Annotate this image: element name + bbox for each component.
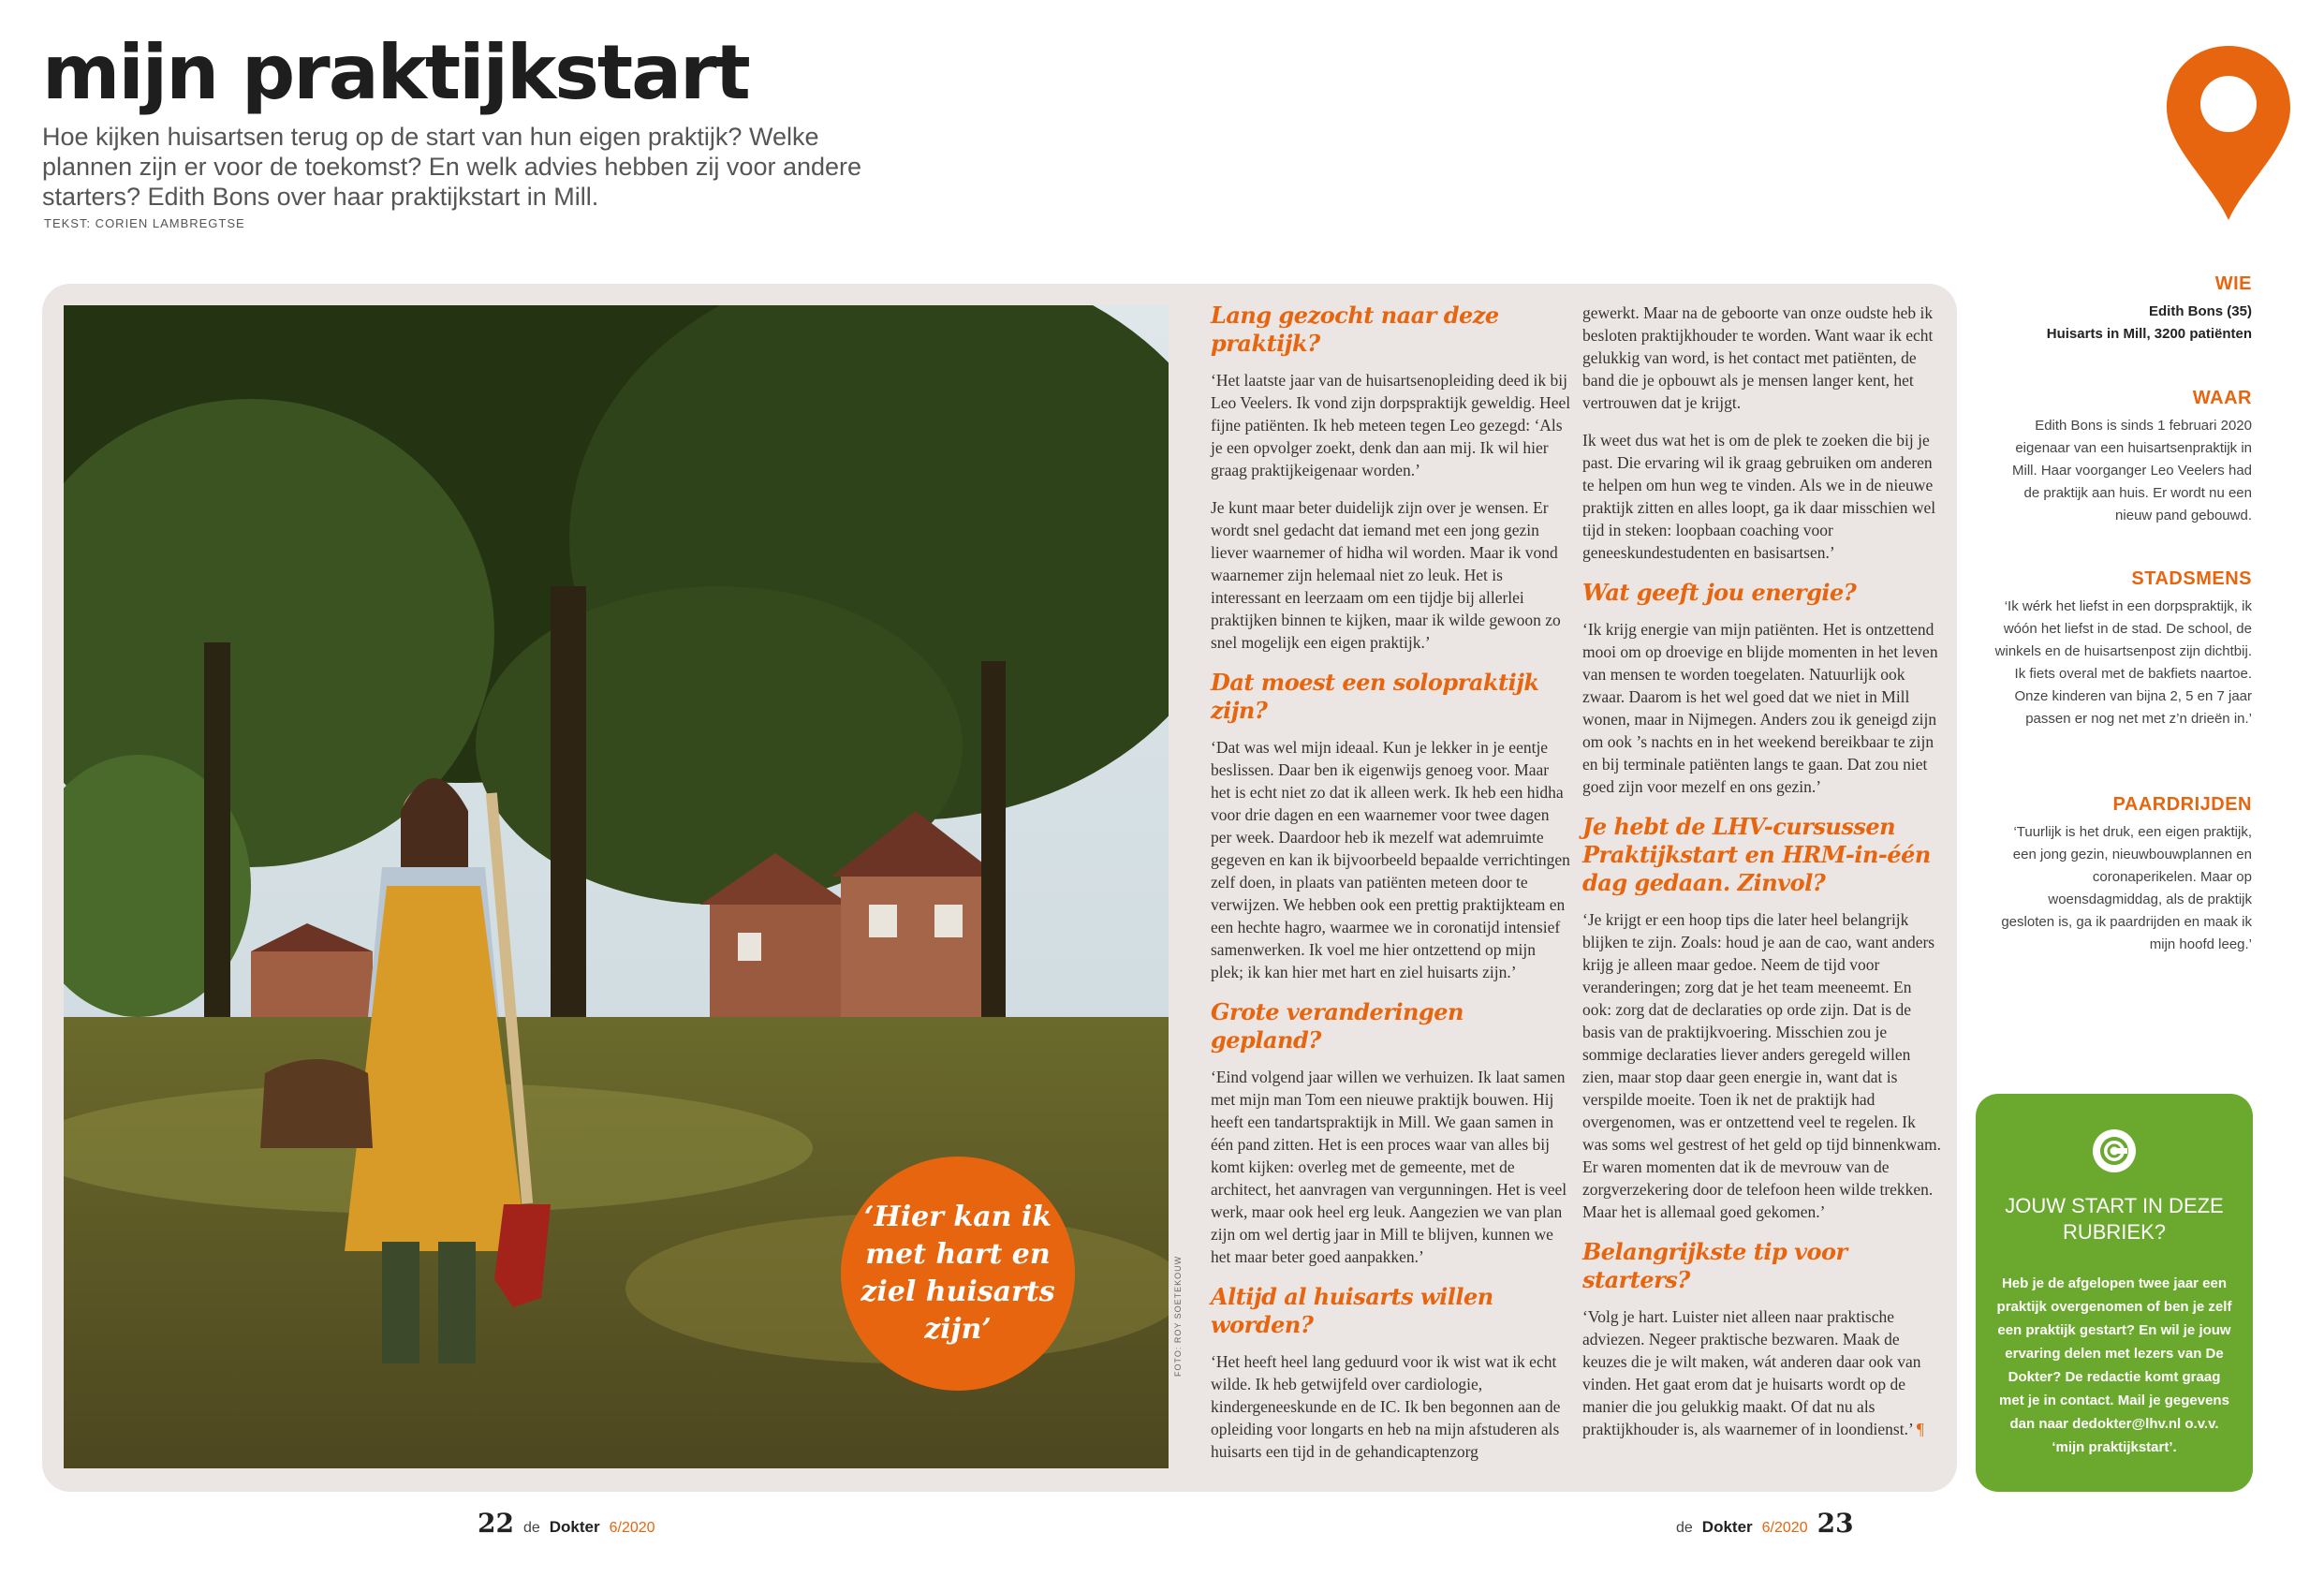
question-heading: Belangrijkste tip voor starters? (1582, 1238, 1847, 1293)
sidebar-heading: PAARDRIJDEN (2112, 794, 2252, 815)
article-column-2 (1582, 302, 1943, 1455)
magazine-issue: 6/2020 (1761, 1520, 1808, 1536)
magazine-prefix: de (522, 1520, 540, 1536)
person-role: Huisarts in Mill, 3200 patiënten (2046, 326, 2252, 342)
magazine-issue: 6/2020 (609, 1520, 655, 1536)
question-heading: Je hebt de LHV-cursussen Praktijkstart en HRM-in-één dag gedaan. Zinvol? (1582, 813, 1931, 896)
lhv-logo-icon (2093, 1129, 2136, 1172)
intro-text: Hoe kijken huisartsen terug op de start van hun eigen praktijk? Welke plannen zijn er voor de toekomst? En welk advies hebben zij voor andere starters? Edith Bons over haar praktijkstart in Mill. (42, 123, 862, 211)
sidebar-heading: STADSMENS (2131, 568, 2252, 589)
answer-paragraph: Je kunt maar beter duidelijk zijn over je wensen. Er wordt snel gedacht dat iemand met een jong gezin liever waarnemer of hidha wil worden. Maar ik vond waarnemer zijn helemaal niet zo leuk. Het is interessant en leerzaam om een tijdje bij allerlei praktijken binnen te kijken, maar ik wilde gewoon zo snel mogelijk een eigen praktijk.’ (1211, 498, 1561, 652)
sidebar-wie (1994, 273, 2252, 346)
magazine-prefix: de (1676, 1520, 1693, 1536)
magazine-name: Dokter (1701, 1518, 1753, 1536)
page-number-left: 22 (478, 1508, 514, 1539)
author-credit: TEKST: CORIEN LAMBREGTSE (44, 216, 245, 230)
sidebar-text: ‘Ik wérk het liefst in een dorpspraktijk, ik wóón het liefst in de stad. De school, de winkels en de huisartsenpost zijn dichtbij. Ik fiets overal met de bakfiets naartoe. Onze kinderen van bijna 2, 5 en 7 jaar passen er nog net met z’n drieën in.’ (1994, 598, 2252, 727)
pull-quote-text: ‘Hier kan ik met hart en ziel huisarts zijn’ (860, 1201, 1055, 1346)
question-heading: Altijd al huisarts willen worden? (1211, 1283, 1493, 1338)
answer-paragraph: ‘Het laatste jaar van de huisartsenopleiding deed ik bij Leo Veelers. Ik vond zijn dorpspraktijk geweldig. Heel fijne patiënten. Ik heb meteen tegen Leo gezegd: ‘Als je een opvolger zoekt, denk dan aan mij. Ik wil hier graag praktijkeigenaar worden.’ (1211, 371, 1571, 479)
answer-paragraph: ‘Het heeft heel lang geduurd voor ik wist wat ik echt wilde. Ik heb getwijfeld over cardiologie, kindergeneeskunde en de IC. Ik ben begonnen aan de opleiding voor longarts en heb na mijn afstuderen als huisarts een tijd in de gehandicaptenzorg (1211, 1352, 1561, 1461)
question-heading: Wat geeft jou energie? (1582, 579, 1857, 606)
call-to-action-box (1976, 1094, 2253, 1492)
answer-paragraph: ‘Ik krijg energie van mijn patiënten. Het is ontzettend mooi om op droevige en blijde momenten in het leven van mensen te worden toegelaten. Natuurlijk ook zwaar. Daarom is het wel goed dat we niet in Mill wonen, maar in Nijmegen. Anders zou ik geneigd zijn om ook ’s nachts en in het weekend bereikbaar te zijn en bij terminale patiënten langs te gaan. Dat zou niet goed zijn voor mezelf en ons gezin.’ (1582, 620, 1938, 796)
sidebar-text: ‘Tuurlijk is het druk, een eigen praktijk, een jong gezin, nieuwbouwplannen en coronaperikelen. Maar op woensdagmiddag, als de praktijk gesloten is, ga ik paardrijden en maak ik mijn hoofd leeg.’ (2001, 824, 2252, 952)
answer-paragraph: Ik weet dus wat het is om de plek te zoeken die bij je past. Die ervaring wil ik graag gebruiken om anderen te helpen om hun weg te vinden. Als we in de nieuwe praktijk zitten en alles loopt, ga ik daar misschien wel tijd in steken: loopbaan coaching voor geneeskundestudenten en basisartsen.’ (1582, 431, 1936, 562)
footer-left (478, 1508, 655, 1539)
location-pin-icon (2163, 42, 2294, 225)
sidebar-stadsmens (1994, 568, 2252, 730)
end-mark: ¶ (1916, 1420, 1924, 1438)
footer-right (1676, 1508, 1854, 1539)
answer-text: ‘Volg je hart. Luister niet alleen naar praktische adviezen. Negeer praktische bezwaren. Maak de keuzes die je wilt maken, wát anderen daar ook van vinden. Het gaat erom dat je huisarts wordt op de manier die jou gelukkig maakt. Of dat nu als praktijkhouder is, als waarnemer of in loondienst.’ (1582, 1307, 1921, 1438)
question-heading: Grote veranderingen gepland? (1211, 998, 1464, 1054)
cta-text: Heb je de afgelopen twee jaar een praktijk overgenomen of ben je zelf een praktijk gestart? En wil je jouw ervaring delen met lezers van De Dokter? De redactie komt graag met je in contact. Mail je gegevens dan naar dedokter@lhv.nl o.v.v. ‘mijn praktijkstart’. (1996, 1275, 2232, 1455)
sidebar-waar (1994, 388, 2252, 527)
answer-paragraph: ‘Eind volgend jaar willen we verhuizen. Ik laat samen met mijn man Tom een nieuwe praktijk bouwen. Hij heeft een tandartspraktijk in Mill. We gaan samen in één pand zitten. Het is een proces waar van alles bij komt kijken: overleg met de gemeente, met de architect, het aanvragen van vergunningen. Het is veel werk, maar ook heel erg leuk. Aangezien we van plan zijn om wel dertig jaar in Mill te blijven, kunnen we het maar beter goed aanpakken.’ (1211, 1068, 1567, 1266)
sidebar-heading: WIE (2214, 273, 2252, 294)
answer-paragraph: ‘Dat was wel mijn ideaal. Kun je lekker in je eentje beslissen. Daar ben ik eigenwijs genoeg voor. Maar het is echt niet zo dat ik alleen werk. Ik heb een hidha voor drie dagen en een waarnemer voor twee dagen per week. Daardoor heb ik mezelf wat ademruimte gegeven en kan ik bijvoorbeeld bepaalde verrichtingen zelf doen, in plaats van patiënten meteen door te verwijzen. We hebben ook een prettig praktijkteam en een hechte hagro, waarmee we in coronatijd intensief samenwerken. Ik voel me hier ontzettend op mijn plek; ik kan hier met hart en ziel huisarts zijn.’ (1211, 738, 1570, 981)
answer-paragraph: gewerkt. Maar na de geboorte van onze oudste heb ik besloten praktijkhouder te worden. Want waar ik echt gelukkig van word, is het contact met patiënten, de band die je opbouwt als je mensen langer kent, het vertrouwen dat je krijgt. (1582, 303, 1934, 412)
person-name: Edith Bons (35) (2148, 303, 2252, 319)
question-heading: Lang gezocht naar deze praktijk? (1211, 302, 1499, 357)
photo-credit: FOTO: ROY SOETEKOUW (1173, 1255, 1183, 1377)
sidebar-paardrijden (1994, 794, 2252, 956)
page-title: mijn praktijkstart (42, 29, 749, 116)
question-heading: Dat moest een solopraktijk zijn? (1211, 669, 1539, 724)
sidebar-text: Edith Bons is sinds 1 februari 2020 eigenaar van een huisartsenpraktijk in Mill. Haar voorganger Leo Veelers had de praktijk aan huis. Er wordt nu een nieuw pand gebouwd. (2012, 418, 2252, 523)
answer-paragraph (1582, 1305, 1943, 1440)
sidebar-heading: WAAR (2192, 388, 2252, 408)
magazine-name: Dokter (549, 1518, 600, 1536)
pull-quote (841, 1157, 1075, 1391)
article-column-1 (1211, 302, 1571, 1478)
answer-paragraph: ‘Je krijgt er een hoop tips die later heel belangrijk blijken te zijn. Zoals: houd je aan de cao, want anders krijg je alleen maar gedoe. Neem de tijd voor veranderingen; zorg dat je het team meeneemt. En ook: zorg dat de declaraties op orde zijn. Dat is de basis van de praktijkvoering. Misschien zou je sommige declaraties liever anders geregeld willen zien, maar stop daar geen energie in, want dat is verspilde moeite. Toen ik net de praktijk had overgenomen, was er ontzettend veel te regelen. Ik was soms wel gestrest of het geld op tijd binnenkwam. Er waren momenten dat ik de mevrouw van de zorgverzekering door de telefoon heen wilde trekken. Maar het is allemaal goed gekomen.’ (1582, 910, 1941, 1221)
page-number-right: 23 (1817, 1508, 1854, 1539)
cta-title: JOUW START IN DEZE RUBRIEK? (2005, 1194, 2224, 1244)
